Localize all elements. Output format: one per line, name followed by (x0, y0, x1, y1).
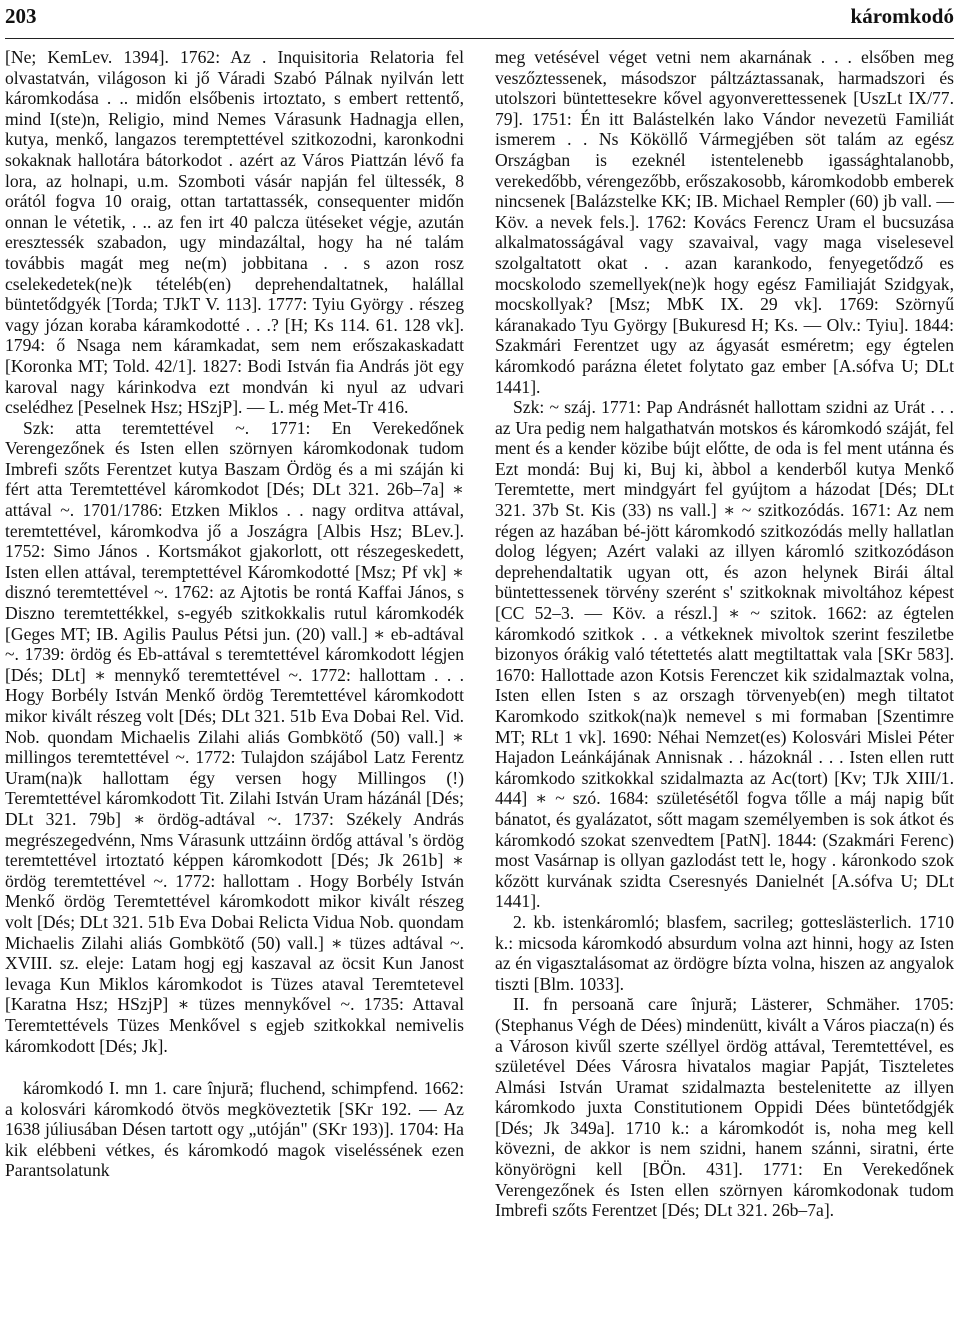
right-paragraph-2: Szk: ~ száj. 1771: Pap Andrásnét hallottam szidni az Urát . . . az Ura pedig nem halgathatván motskos és káromkodó száját, fel ment és a kender közibe bújt előtte, de oda is fel ment utánna és Ezt mondá: Buj ki, Buj ki, àbbol a kenderből kutya Menkő Teremtette, mert mindgyárt fel gyújtom a házodat [Dés; DLt 321. 37b St. Kis (33) ns vall.] ∗ ~ szitkozódás. 1671: Az nem régen az hazában bé-jött káromkodó szitkozódás melly hallatlan dolog légyen; Azért valaki az illyen káromló szitkozódáson deprehendaltatik ugyan ott, és azon helynek Birái által büntettessenek törvény szerént s' szitkoknak mivoltához képest [CC 52–3. — Köv. a részl.] ∗ ~ szitok. 1662: az égtelen káromkodó szitkok . . a vétkeknek mivoltok szerint fesziletbe bizonyos órákig való tétettetés alatt megtiltattak vala [SKr 583]. 1670: Hallottade azon Kotsis Ferenczet kik szidalmaztak volna, Isten ellen Isten s az orszagh törvenyeb(en) megh tiltatot Karomkodo szitkok(na)k nemevel s mi formaban [Szentimre MT; RLt 1 vk]. 1690: Néhai Nemzet(es) Kolosvári Mislei Péter Hajadon Leánkájának Annisnak . . házoknál . . . Isten ellen rutt káromkodo szitkokkal szidalmazta az Ac(tort) [Kv; TJk XIII/1. 444] ∗ ~ szó. 1684: születésétől fogva tőlle a máj napig bűt bánatot, és gyalázatot, sőtt magam személyemben is sok átkot és káromkodó szokat szenvedtem [PatN]. 1844: (Szakmári Ferenc) most Vasárnap is ollyan gazlodást tett le, hogy . káronkodo szok kőzött kurvának szidta Cseresnyés Danielnét [A.sófva U; DLt 1441]. (495, 397, 954, 912)
running-head: káromkodó (850, 4, 954, 28)
page-header (5, 4, 954, 39)
left-entry-karomkodo: káromkodó I. mn 1. care înjură; fluchend, schimpfend. 1662: a kolosvári káromkodó ötvös megköveztetik [SKr 192. — Az 1638 júliusában Désen tartott ogy „utóján" (SKr 193)]. 1704: Ha kik elébbeni vétkes, és káromkodó magok viseléssének ezen Parantsolatunk (5, 1078, 464, 1181)
page-number: 203 (5, 4, 37, 28)
right-column (495, 47, 954, 1221)
right-paragraph-4: II. fn persoană care înjură; Lästerer, Schmäher. 1705: (Stephanus Végh de Dées) mindenütt, kivált a Város piacza(n) és a Városon kivűl szerte széllyel ördög attával, Teremtettével, es születével Dées Városra hivatalos magiar Papját, Tiszteletes Almási István Uramat szidalmazta bestelenitette az illyen káromkodo juxta Constitutionem Oppidi Dées büntetődgjék [Dés; Jk 349a]. 1710 k.: a káromkodót is, noha meg kell kövezni, de akkor is nem szidni, hanem szánni, siratni, érte könyörögni kell [BÖn. 431]. 1771: En Verekedőnek Verengezőnek és Isten ellen szörnyen káromkodonak tudom Imbrefi szőts Ferentzet [Dés; DLt 321. 26b–7a]. (495, 994, 954, 1221)
left-paragraph-2: Szk: atta teremtettével ~. 1771: En Verekedőnek Verengezőnek és Isten ellen szörnyen káromkodonak tudom Imbrefi szőts Ferentzet kutya Baszam Ördög és a mi száján ki fért atta Teremtettével káromkodot [Dés; DLt 321. 26b–7a] ∗ attával ~. 1701/1786: Etzken Miklos . . nagy orditva attával, teremtettével, káromkodva jő a Joszágra [Albis Hsz; BLev.]. 1752: Simo János . Kortsmákot gjakorlott, ott részegeskedett, Isten ellen attával, teremptettével Káromkodotté [Msz; Pf vk] ∗ disznó teremtettével ~. 1762: az Ajtotis be rontá Kaffai János, s Diszno teremtettékkel, s-egyéb szitkokkalis rutul káromkodék [Geges MT; IB. Agilis Paulus Pétsi jun. (20) vall.] ∗ eb-adtával ~. 1739: ördög és Eb-attával s teremtettével káromkodott légjen [Dés; DLt] ∗ mennykő teremtettével ~. 1772: hallottam . . . Hogy Borbély István Menkő ördög Teremtettével káromkodott mikor kivált részeg volt [Dés; DLt 321. 51b Eva Dobai Rel. Vid. Nob. quondam Michaelis Zilahi aliás Gombkötő (50) vall.] ∗ millingos teremtettével ~. 1772: Tulajdon szájábol Latz Ferentz Uram(na)k hallottam égy versen hogy Millingos (!) Teremtettével káromkodott Tit. Zilahi István Uram házánál [Dés; DLt 321. 79b] ∗ ördög-adtával ~. 1737: Székely András megrészegedvénn, Nms Várasunk uttzáinn ördőg attával 's ördög teremtettével irtoztató képpen káromkodott [Dés; Jk 261b] ∗ ördög teremtettével ~. 1772: hallottam . Hogy Borbély István Menkő ördög Teremtettével káromkodott mikor kivált részeg volt [Dés; DLt 321. 51b Eva Dobai Relicta Vidua Nob. quondam Michaelis Zilahi aliás Gombkötő (50) vall.] ∗ tüzes adtával ~. XVIII. sz. eleje: Latam hogj egj kaszaval az öcsit Kun Janost levaga Kun Miklos káromkodot is Tüzes ataval Teremtetevel [Karatna Hsz; HSzjP] ∗ tüzes mennykővel ~. 1735: Attaval Teremtettévels Tüzes Menkővel s egjeb szitkokkal nemivelis káromkodott [Dés; Jk]. (5, 417, 464, 1056)
right-paragraph-1: meg vetésével véget vetni nem akarnának . . . elsőben meg veszőztessenek, másodszor páltzáztassanak, harmadszori és utolszori büntettesekre kővel agyonverettessenek [UszLt IX/77. 79]. 1751: Én itt Balástelkén lako Vándor nevezetü Familiát ismerem . . Ns Kököllő Vármegjében söt talám az egész Országban is ezeknél istentelenebb igassághtalanobb, verekedőbb, vérengezőbb, erőszakosobb, káromkodobb emberek nincsenek [Balázstelke KK; IB. Michael Rempler (60) jb vall. — Köv. a nevek fels.]. 1762: Kovács Ferencz Uram el bucsuzása alkalmatosságával vagy szavaival, vagy maga viselesevel szolgaltatott okat . . azan karankodo, fenyegetődző es mocskolodo szemellyek(ne)k hogy egész Familiaját Szidgyak, mocskollyak? [Msz; MbK IX. 29 vk]. 1769: Szörnyű káranakado Tyu György [Bukuresd H; Ks. — Olv.: Tyiu]. 1844: Szakmári Ferentzet ugy az ágyasát esméretm; egy égtelen káromkodó parázna életet folytato gaz ember [A.sófva U; DLt 1441]. (495, 47, 954, 397)
text-columns (5, 47, 954, 1221)
left-paragraph-1: [Ne; KemLev. 1394]. 1762: Az . Inquisitoria Relatoria fel olvastatván, világoson ki jő Váradi Szabó Pálnak nyilván lett káromkodása . .. midőn elsőbenis irtoztato, s embert rettentő, mind I(ste)n, Religio, mind Nemes Várasunk Hadnagja ellen, kutya, menkő, langazos teremptettével szitkozodni, karonkodni sokaknak hallotára bátorkodot . azért az Város Piattzán lévő fa lora, az holnapi, u.m. Szomboti vásár napján fel ültessék, 8 orától fogva 10 oraig, ottan tartattassék, consequenter midőn onnan le vétetik, . .. az fen irt 40 palcza ütéseket végje, azután eresztessék szabadon, ugy mindazáltal, hogy ha né talám továbbis magát meg ne(m) jobbitana . . s azon rosz cselekedetek(ne)k tételéb(en) deprehendaltatnek, halállal büntetődgyék [Torda; TJkT V. 113]. 1777: Tyiu György . részeg vagy józan koraba káramkodotté . . .? [H; Ks 114. 61. 128 vk]. 1794: ő Nsaga nem káramkadat, sem nem erőszakaskadatt [Koronka MT; Told. 42/1]. 1827: Bodi István fia András jöt egy karoval nagy kárinkodva ezt mondván ki nyul az udvari cselédhez [Peselnek Hsz; HSzjP]. — L. még Met-Tr 416. (5, 47, 464, 418)
right-paragraph-3: 2. kb. istenkáromló; blasfem, sacrileg; gotteslästerlich. 1710 k.: micsoda káromkodó absurdum volna azt hinni, hogy az Isten az én vigasztalásomat az ördögre bízta volna, hiszen az angyalok tiszti [Blm. 1033]. (495, 911, 954, 994)
left-column (5, 47, 464, 1221)
